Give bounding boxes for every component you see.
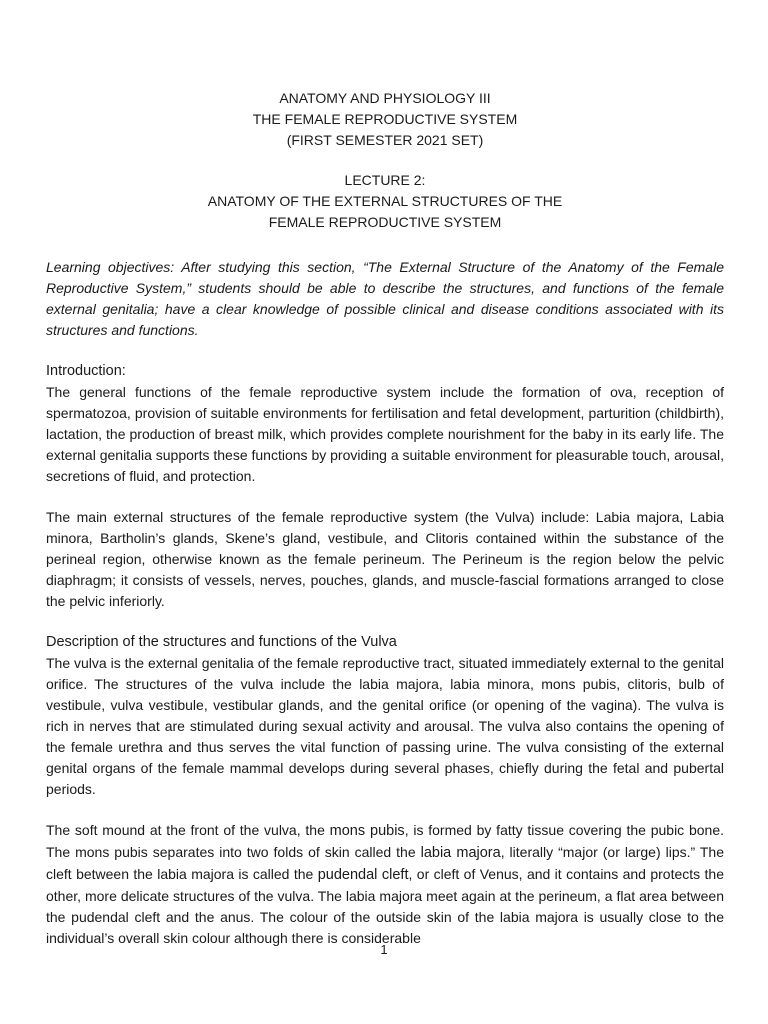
paragraph-text: , literally “major (or large) lips.” The cleft between the labia majora is called the — [46, 844, 725, 882]
description-paragraph-2 — [46, 820, 724, 949]
semester-title: (FIRST SEMESTER 2021 SET) — [286, 132, 484, 148]
paragraph-text: The soft mound at the front of the vulva, the — [46, 822, 330, 838]
term-mons-pubis: mons pubis — [329, 823, 405, 839]
course-title: ANATOMY AND PHYSIOLOGY III — [279, 90, 491, 106]
document-page — [46, 88, 724, 949]
lecture-topic-line2: FEMALE REPRODUCTIVE SYSTEM — [268, 214, 502, 230]
description-paragraph-1: The vulva is the external genitalia of the female reproductive tract, situated immediately external to the genital orifice. The structures of the vulva include the labia majora, labia minora, mons pubis, clitoris, bulb of vestibule, vulva vestibule, vestibular glands, and the genital orifice (or opening of the vagina). The vulva is rich in nerves that are stimulated during sexual activity and arousal. The vulva also contains the opening of the female urethra and thus serves the vital function of passing urine. The vulva consisting of the external genital organs of the female mammal develops during several phases, chiefly during the fetal and pubertal periods. — [46, 655, 724, 797]
lecture-number: LECTURE 2: — [344, 172, 426, 188]
objectives-label: Learning objectives: — [46, 259, 175, 275]
introduction-heading: Introduction: — [46, 363, 126, 379]
term-labia-majora: labia majora — [420, 845, 501, 861]
description-heading: Description of the structures and functions of the Vulva — [46, 634, 397, 650]
lecture-topic-line1: ANATOMY OF THE EXTERNAL STRUCTURES OF THE — [207, 193, 563, 209]
paragraph-text: , is formed by fatty tissue covering the pubic bone. The mons pubis separates into two folds of skin called the — [46, 822, 724, 860]
page-number: 1 — [380, 942, 388, 957]
paragraph-text: , or cleft of Venus, and it contains and protects the other, more delicate structures of the vulva. The labia majora meet again at the perineum, a flat area between the pudendal cleft and the anus. The colour of the outside skin of the labia majora is usually close to the individual’s overall skin colour although there is considerable — [46, 866, 724, 946]
term-pudendal-cleft: pudendal cleft — [317, 867, 409, 883]
objectives-text: After studying this section, “The External Structure of the Anatomy of the Female Reproductive System,” students should be able to describe the structures, and functions of the female external genitalia; have a clear knowledge of possible clinical and disease conditions associated with its structures and functions. — [46, 259, 724, 338]
document-title — [46, 88, 724, 233]
introduction-paragraph-2: The main external structures of the female reproductive system (the Vulva) include: Labia majora, Labia minora, Bartholin’s glands, Skene’s gland, vestibule, and Clitoris contained within the substance of the perineal region, otherwise known as the female perineum. The Perineum is the region below the pelvic diaphragm; it consists of vessels, nerves, pouches, glands, and muscle-fascial formations arranged to close the pelvic inferiorly. — [46, 509, 724, 609]
learning-objectives — [46, 257, 724, 341]
introduction-paragraph-1: The general functions of the female reproductive system include the formation of ova, reception of spermatozoa, provision of suitable environments for fertilisation and fetal development, parturition (childbirth), lactation, the production of breast milk, which provides complete nourishment for the baby in its early life. The external genitalia supports these functions by providing a suitable environment for pleasurable touch, arousal, secretions of fluid, and protection. — [46, 384, 724, 484]
subject-title: THE FEMALE REPRODUCTIVE SYSTEM — [252, 111, 518, 127]
